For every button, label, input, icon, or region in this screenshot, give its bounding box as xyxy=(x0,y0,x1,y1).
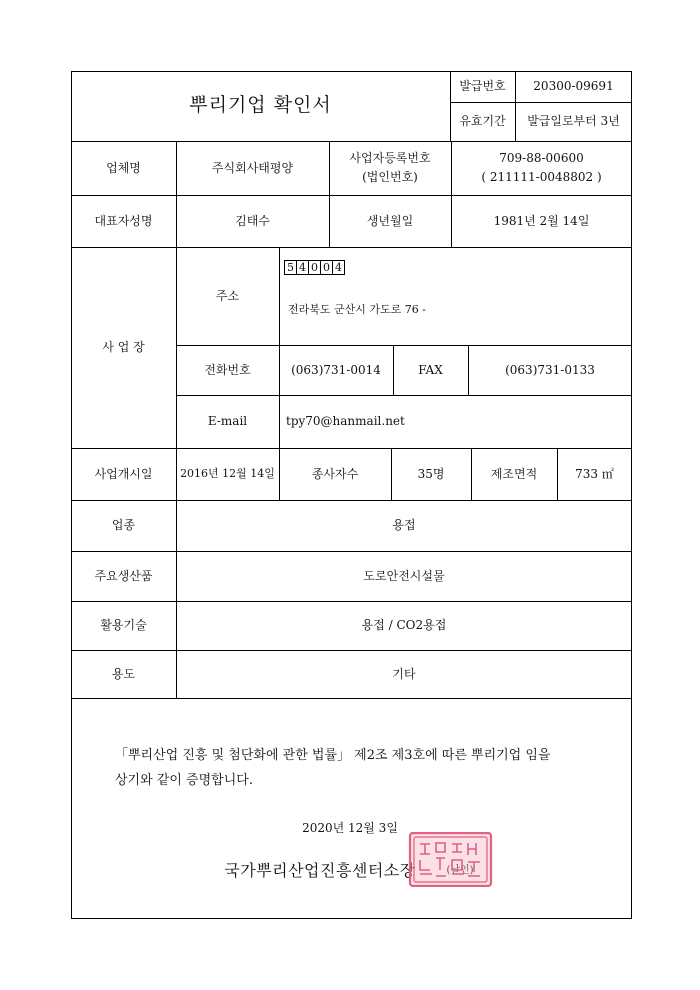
postal-digit: 0 xyxy=(320,260,333,275)
phone-label: 전화번호 xyxy=(204,362,251,377)
fax-label: FAX xyxy=(418,362,443,377)
manufacturing-area-label: 제조면적 xyxy=(490,466,538,481)
business-reg-value: 709-88-00600 xyxy=(499,151,584,165)
certification-statement-line2: 상기와 같이 증명합니다. xyxy=(115,772,253,788)
postal-digit: 4 xyxy=(332,260,345,275)
postal-digit: 0 xyxy=(308,260,321,275)
representative-value: 김태수 xyxy=(235,213,270,228)
technology-value: 용접 / CO2용접 xyxy=(361,618,447,632)
workplace-label: 사 업 장 xyxy=(102,340,145,354)
business-start-value: 2016년 12월 14일 xyxy=(180,467,275,481)
birth-date-value: 1981년 2월 14일 xyxy=(493,213,590,228)
document-title: 뿌리기업 확인서 xyxy=(189,94,332,117)
email-value: tpy70@hanmail.net xyxy=(286,414,405,428)
official-seal-image xyxy=(408,832,493,887)
fax-value: (063)731-0133 xyxy=(505,362,595,377)
technology-label: 활용기술 xyxy=(100,618,147,632)
corp-number-value: ( 211111-0048802 ) xyxy=(481,170,602,184)
industry-label: 업종 xyxy=(111,518,136,532)
issue-number-value: 20300-09691 xyxy=(533,79,614,93)
birth-date-label: 생년월일 xyxy=(366,213,414,228)
business-reg-label-group xyxy=(329,141,451,195)
manufacturing-area-value: 733 ㎡ xyxy=(575,466,614,481)
validity-label: 유효기간 xyxy=(459,114,506,128)
issue-date: 2020년 12월 3일 xyxy=(302,820,398,835)
seal-label: (날인) xyxy=(446,864,474,876)
business-reg-label: 사업자등록번호 xyxy=(349,151,431,165)
issue-number-label: 발급번호 xyxy=(459,79,506,93)
representative-label: 대표자성명 xyxy=(94,213,153,228)
main-product-value: 도로안전시설물 xyxy=(363,568,445,583)
employees-value: 35명 xyxy=(417,466,445,481)
business-reg-value-group xyxy=(451,141,632,195)
main-product-label: 주요생산품 xyxy=(94,568,153,583)
employees-label: 종사자수 xyxy=(311,466,359,481)
business-start-label: 사업개시일 xyxy=(94,466,153,481)
postal-digit: 5 xyxy=(284,260,297,275)
issuer-name: 국가뿌리산업진흥센터소장 xyxy=(224,861,416,880)
phone-value: (063)731-0014 xyxy=(291,362,381,377)
certification-statement-line1: 「뿌리산업 진흥 및 첨단화에 관한 법률」 제2조 제3호에 따른 뿌리기업 임을 xyxy=(115,747,551,763)
postal-digit: 4 xyxy=(296,260,309,275)
email-label: E-mail xyxy=(207,414,248,428)
address-label: 주소 xyxy=(215,288,240,303)
company-name-value: 주식회사태평양 xyxy=(211,160,294,175)
company-name-label: 업체명 xyxy=(106,160,141,175)
industry-value: 용접 xyxy=(392,518,416,532)
validity-value: 발급일로부터 3년 xyxy=(527,114,620,128)
address-value: 전라북도 군산시 가도로 76 - xyxy=(288,303,426,317)
usage-value: 기타 xyxy=(392,666,416,681)
postal-code-boxes xyxy=(284,260,345,275)
grid-line xyxy=(71,698,632,699)
corp-number-label: (법인번호) xyxy=(362,170,418,184)
usage-label: 용도 xyxy=(111,666,136,681)
